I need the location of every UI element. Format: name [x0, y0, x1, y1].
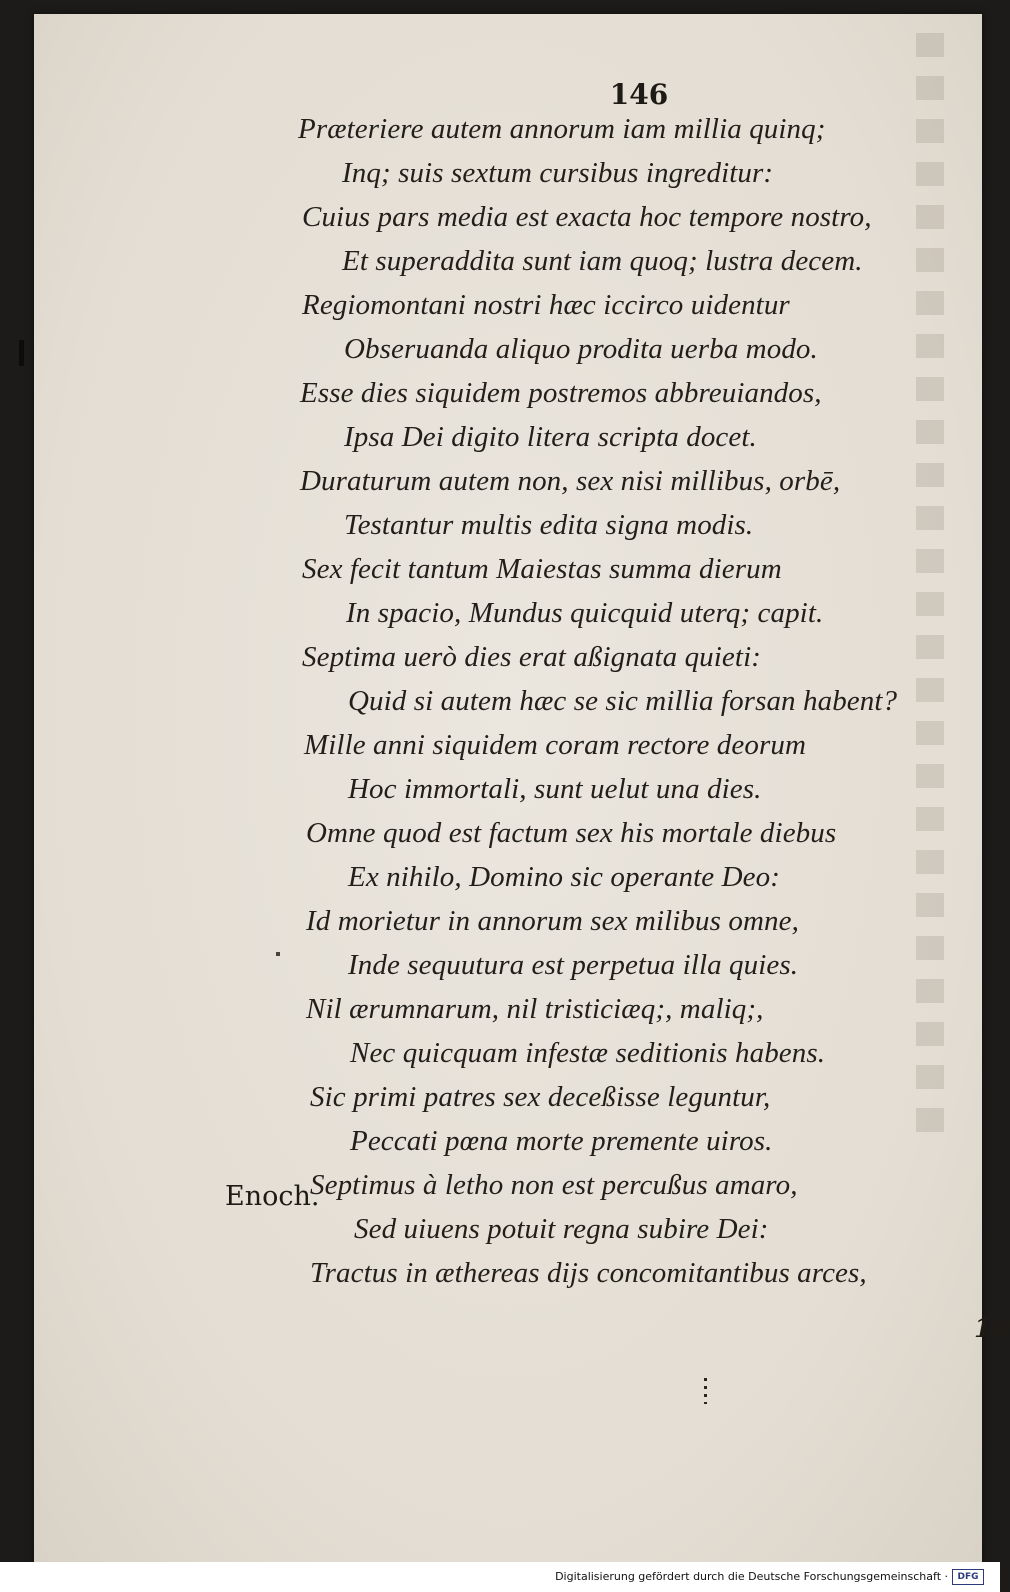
bleed-stroke [916, 506, 944, 530]
bleed-through-text [902, 14, 982, 1562]
bleed-stroke [916, 248, 944, 272]
verse-line: Omne quod est factum sex his mortale diebus [306, 817, 837, 849]
verse-line: Id morietur in annorum sex milibus omne, [306, 905, 799, 937]
bleed-stroke [916, 119, 944, 143]
bleed-stroke [916, 334, 944, 358]
verse-line: Tractus in æthereas dijs concomitantibus arces, [310, 1257, 867, 1289]
verse-line: Sex fecit tantum Maiestas summa dierum [302, 553, 782, 585]
verse-line: Peccati pœna morte premente uiros. [350, 1125, 773, 1157]
verse-line: Regiomontani nostri hæc iccirco uidentur [302, 289, 790, 321]
bleed-stroke [916, 1065, 944, 1089]
verse-line: Ipsa Dei digito litera scripta docet. [344, 421, 757, 453]
bleed-stroke [916, 33, 944, 57]
ink-dots [704, 1378, 707, 1404]
bleed-stroke [916, 205, 944, 229]
verse-line: Inde sequutura est perpetua illa quies. [348, 949, 799, 981]
verse-line: Mille anni siquidem coram rectore deorum [304, 729, 807, 761]
bleed-stroke [916, 936, 944, 960]
bleed-stroke [916, 764, 944, 788]
footer-credit: Digitalisierung gefördert durch die Deutsche Forschungsgemeinschaft · [555, 1570, 948, 1583]
bleed-stroke [916, 592, 944, 616]
bleed-stroke [916, 721, 944, 745]
verse-line: Et superaddita sunt iam quoq; lustra decem. [342, 245, 863, 277]
bleed-stroke [916, 291, 944, 315]
bleed-stroke [916, 893, 944, 917]
book-page [34, 14, 1010, 1562]
verse-line: Nil ærumnarum, nil tristiciæq;, maliq;, [306, 993, 764, 1025]
verse-line: Quid si autem hæc se sic millia forsan habent? [348, 685, 898, 717]
verse-line: In spacio, Mundus quicquid uterq; capit. [346, 597, 824, 629]
footer-bar [0, 1562, 1000, 1592]
bleed-stroke [916, 76, 944, 100]
bleed-stroke [916, 162, 944, 186]
bleed-stroke [916, 635, 944, 659]
verse-line: Testantur multis edita signa modis. [344, 509, 754, 541]
verse-line: Septima uerò dies erat aßignata quieti: [302, 641, 761, 673]
verse-line: Obseruanda aliquo prodita uerba modo. [344, 333, 818, 365]
bleed-stroke [916, 850, 944, 874]
bleed-stroke [916, 1108, 944, 1132]
spine-mark [19, 340, 24, 366]
ink-speck [276, 952, 280, 956]
verse-line: Nec quicquam infestæ seditionis habens. [350, 1037, 826, 1069]
verse-line: Cuius pars media est exacta hoc tempore nostro, [302, 201, 872, 233]
bleed-stroke [916, 549, 944, 573]
bleed-stroke [916, 463, 944, 487]
verse-line: Sed uiuens potuit regna subire Dei: [354, 1213, 769, 1245]
verse-line: Ex nihilo, Domino sic operante Deo: [348, 861, 780, 893]
bleed-stroke [916, 807, 944, 831]
verse-line: Sic primi patres sex deceßisse leguntur, [310, 1081, 771, 1113]
handwritten-mark: 10 [974, 1314, 1010, 1344]
bleed-stroke [916, 377, 944, 401]
margin-note: Enoch. [225, 1181, 320, 1212]
bleed-stroke [916, 420, 944, 444]
bleed-stroke [916, 979, 944, 1003]
verse-line: Duraturum autem non, sex nisi millibus, orbē, [300, 465, 841, 497]
bleed-stroke [916, 678, 944, 702]
dfg-logo-icon: DFG [952, 1569, 984, 1585]
verse-line: Septimus à letho non est percußus amaro, [310, 1169, 798, 1201]
verse-line: Inq; suis sextum cursibus ingreditur: [342, 157, 774, 189]
verse-line: Esse dies siquidem postremos abbreuiandos, [300, 377, 822, 409]
page-number: 146 [609, 78, 669, 111]
verse-line: Præteriere autem annorum iam millia quinq; [298, 113, 826, 145]
bleed-stroke [916, 1022, 944, 1046]
verse-line: Hoc immortali, sunt uelut una dies. [348, 773, 762, 805]
